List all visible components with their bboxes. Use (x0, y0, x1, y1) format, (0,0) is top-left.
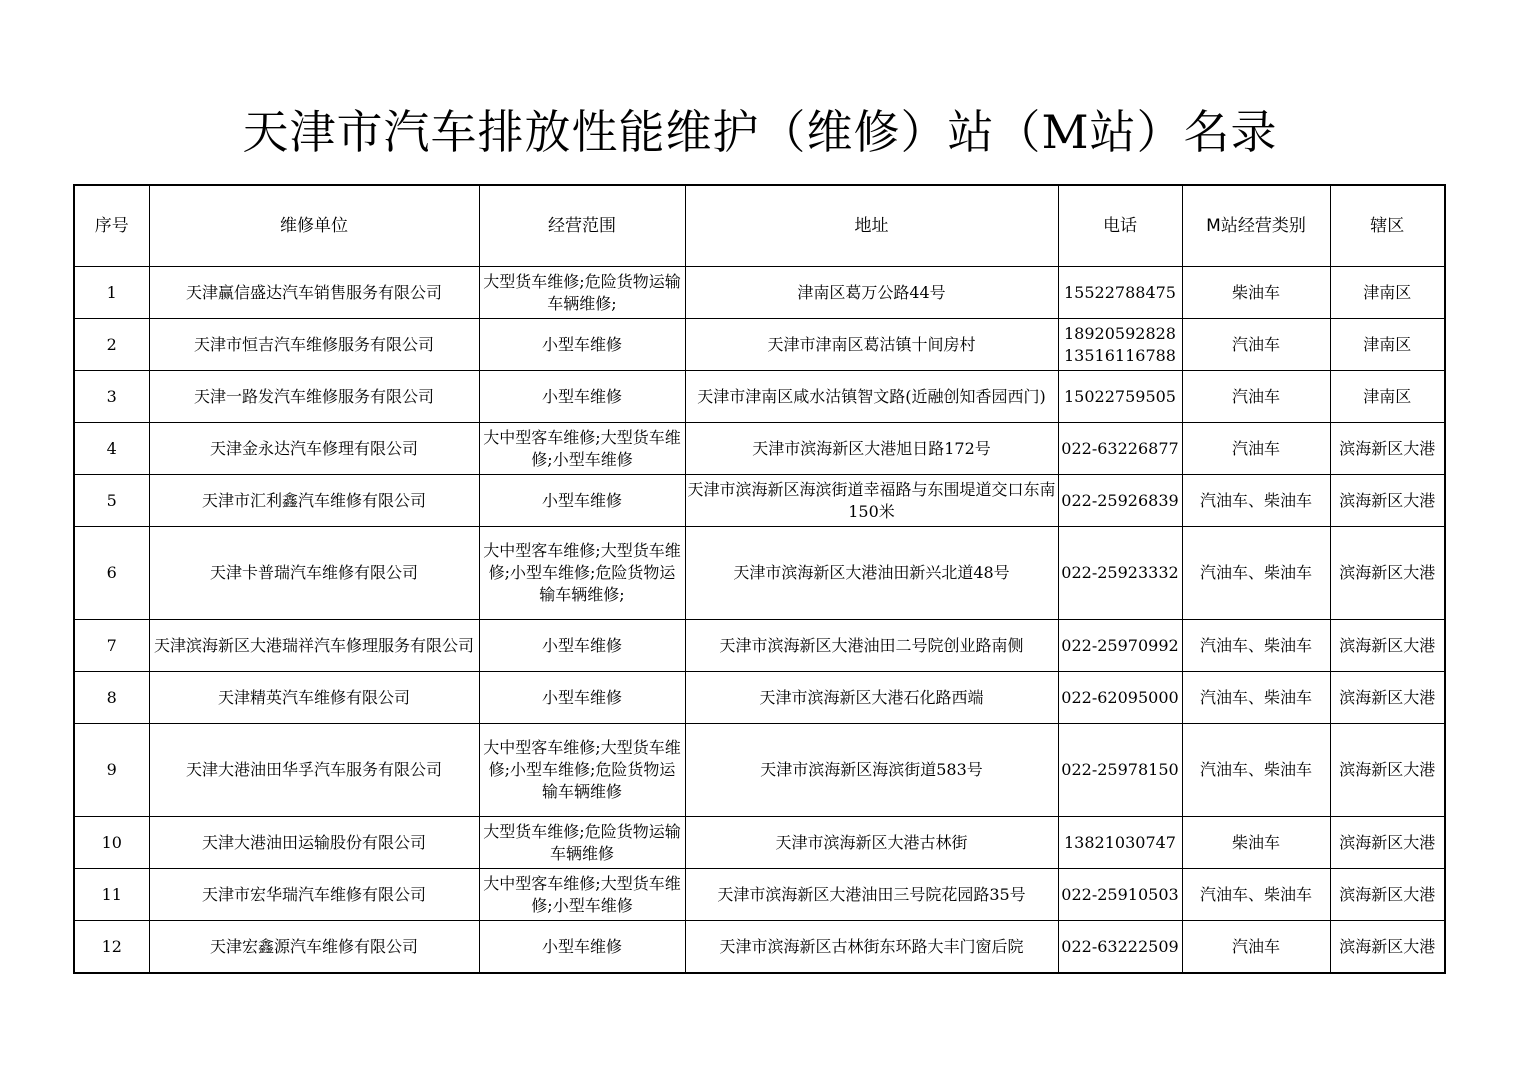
cell-index: 3 (74, 371, 149, 423)
cell-district: 津南区 (1330, 267, 1445, 319)
table-header-row (74, 185, 1445, 267)
cell-index: 1 (74, 267, 149, 319)
cell-scope: 大中型客车维修;大型货车维修;小型车维修 (479, 423, 685, 475)
header-index: 序号 (74, 185, 149, 267)
cell-index: 7 (74, 620, 149, 672)
cell-scope: 小型车维修 (479, 371, 685, 423)
cell-company: 天津金永达汽车修理有限公司 (149, 423, 479, 475)
cell-category: 汽油车 (1182, 423, 1330, 475)
phone-number: 022-25923332 (1061, 563, 1179, 582)
cell-index: 11 (74, 869, 149, 921)
cell-category: 汽油车 (1182, 371, 1330, 423)
header-district: 辖区 (1330, 185, 1445, 267)
page-title: 天津市汽车排放性能维护（维修）站（M站）名录 (242, 105, 1278, 159)
cell-company: 天津宏鑫源汽车维修有限公司 (149, 921, 479, 974)
cell-scope: 小型车维修 (479, 620, 685, 672)
cell-address: 天津市滨海新区大港古林街 (685, 817, 1058, 869)
table-row (74, 724, 1445, 817)
table-row (74, 475, 1445, 527)
phone-number: 15522788475 (1064, 282, 1176, 302)
cell-category: 汽油车、柴油车 (1182, 475, 1330, 527)
cell-address: 天津市滨海新区大港石化路西端 (685, 672, 1058, 724)
cell-district: 滨海新区大港 (1330, 869, 1445, 921)
cell-address: 天津市滨海新区大港油田新兴北道48号 (685, 527, 1058, 620)
cell-index: 12 (74, 921, 149, 974)
cell-phone (1058, 869, 1182, 921)
phone-number: 022-25926839 (1061, 490, 1179, 510)
cell-category: 汽油车 (1182, 921, 1330, 974)
cell-district: 滨海新区大港 (1330, 817, 1445, 869)
phone-number: 022-25978150 (1061, 760, 1179, 779)
cell-company: 天津市宏华瑞汽车维修有限公司 (149, 869, 479, 921)
table-row (74, 319, 1445, 371)
table-row (74, 921, 1445, 974)
cell-scope: 小型车维修 (479, 672, 685, 724)
cell-category: 汽油车、柴油车 (1182, 724, 1330, 817)
cell-company: 天津一路发汽车维修服务有限公司 (149, 371, 479, 423)
cell-index: 5 (74, 475, 149, 527)
header-address: 地址 (685, 185, 1058, 267)
cell-company: 天津滨海新区大港瑞祥汽车修理服务有限公司 (149, 620, 479, 672)
cell-phone (1058, 423, 1182, 475)
cell-company: 天津市恒吉汽车维修服务有限公司 (149, 319, 479, 371)
cell-district: 津南区 (1330, 319, 1445, 371)
cell-phone (1058, 620, 1182, 672)
header-phone: 电话 (1058, 185, 1182, 267)
cell-company: 天津市汇利鑫汽车维修有限公司 (149, 475, 479, 527)
cell-scope: 大型货车维修;危险货物运输车辆维修; (479, 267, 685, 319)
phone-number: 022-25910503 (1061, 884, 1179, 904)
cell-phone (1058, 527, 1182, 620)
cell-scope: 大型货车维修;危险货物运输车辆维修 (479, 817, 685, 869)
cell-address: 天津市滨海新区大港油田二号院创业路南侧 (685, 620, 1058, 672)
phone-number: 022-63226877 (1061, 438, 1179, 458)
phone-number: 13821030747 (1064, 832, 1176, 852)
cell-address: 津南区葛万公路44号 (685, 267, 1058, 319)
cell-index: 8 (74, 672, 149, 724)
table-row (74, 423, 1445, 475)
cell-category: 汽油车、柴油车 (1182, 620, 1330, 672)
cell-district: 滨海新区大港 (1330, 672, 1445, 724)
phone-number: 022-62095000 (1061, 687, 1179, 707)
table-row (74, 527, 1445, 620)
cell-address: 天津市滨海新区大港油田三号院花园路35号 (685, 869, 1058, 921)
cell-scope: 小型车维修 (479, 921, 685, 974)
table-row (74, 371, 1445, 423)
cell-scope: 大中型客车维修;大型货车维修;小型车维修 (479, 869, 685, 921)
table-row (74, 672, 1445, 724)
table-body (74, 267, 1445, 974)
phone-number: 15022759505 (1064, 386, 1176, 406)
cell-phone (1058, 371, 1182, 423)
cell-district: 滨海新区大港 (1330, 620, 1445, 672)
cell-phone (1058, 672, 1182, 724)
cell-phone (1058, 817, 1182, 869)
cell-district: 滨海新区大港 (1330, 724, 1445, 817)
cell-phone (1058, 475, 1182, 527)
cell-scope: 小型车维修 (479, 319, 685, 371)
cell-company: 天津大港油田运输股份有限公司 (149, 817, 479, 869)
cell-address: 天津市津南区咸水沽镇智文路(近融创知香园西门) (685, 371, 1058, 423)
cell-scope: 小型车维修 (479, 475, 685, 527)
cell-category: 汽油车 (1182, 319, 1330, 371)
cell-category: 柴油车 (1182, 817, 1330, 869)
phone-number: 022-25970992 (1061, 635, 1179, 655)
cell-district: 滨海新区大港 (1330, 423, 1445, 475)
cell-address: 天津市滨海新区大港旭日路172号 (685, 423, 1058, 475)
table-row (74, 267, 1445, 319)
cell-index: 10 (74, 817, 149, 869)
cell-category: 汽油车、柴油车 (1182, 869, 1330, 921)
table-row (74, 620, 1445, 672)
cell-scope: 大中型客车维修;大型货车维修;小型车维修;危险货物运输车辆维修 (479, 724, 685, 817)
cell-address: 天津市滨海新区古林街东环路大丰门窗后院 (685, 921, 1058, 974)
cell-address: 天津市津南区葛沽镇十间房村 (685, 319, 1058, 371)
phone-number: 18920592828 (1064, 323, 1176, 343)
cell-district: 津南区 (1330, 371, 1445, 423)
header-company: 维修单位 (149, 185, 479, 267)
cell-address: 天津市滨海新区海滨街道幸福路与东围堤道交口东南150米 (685, 475, 1058, 527)
cell-district: 滨海新区大港 (1330, 527, 1445, 620)
cell-phone (1058, 921, 1182, 974)
cell-index: 2 (74, 319, 149, 371)
header-category: M站经营类别 (1182, 185, 1330, 267)
cell-company: 天津大港油田华孚汽车服务有限公司 (149, 724, 479, 817)
cell-index: 4 (74, 423, 149, 475)
cell-phone (1058, 267, 1182, 319)
cell-company: 天津卡普瑞汽车维修有限公司 (149, 527, 479, 620)
phone-number: 13516116788 (1064, 345, 1176, 365)
phone-number: 022-63222509 (1061, 936, 1179, 956)
header-scope: 经营范围 (479, 185, 685, 267)
cell-district: 滨海新区大港 (1330, 921, 1445, 974)
cell-company: 天津赢信盛达汽车销售服务有限公司 (149, 267, 479, 319)
cell-district: 滨海新区大港 (1330, 475, 1445, 527)
table-row (74, 817, 1445, 869)
cell-phone (1058, 319, 1182, 371)
cell-category: 汽油车、柴油车 (1182, 672, 1330, 724)
cell-company: 天津精英汽车维修有限公司 (149, 672, 479, 724)
table-row (74, 869, 1445, 921)
cell-index: 6 (74, 527, 149, 620)
cell-category: 汽油车、柴油车 (1182, 527, 1330, 620)
cell-scope: 大中型客车维修;大型货车维修;小型车维修;危险货物运输车辆维修; (479, 527, 685, 620)
station-roster-table (73, 184, 1446, 974)
cell-category: 柴油车 (1182, 267, 1330, 319)
cell-index: 9 (74, 724, 149, 817)
cell-phone (1058, 724, 1182, 817)
cell-address: 天津市滨海新区海滨街道583号 (685, 724, 1058, 817)
